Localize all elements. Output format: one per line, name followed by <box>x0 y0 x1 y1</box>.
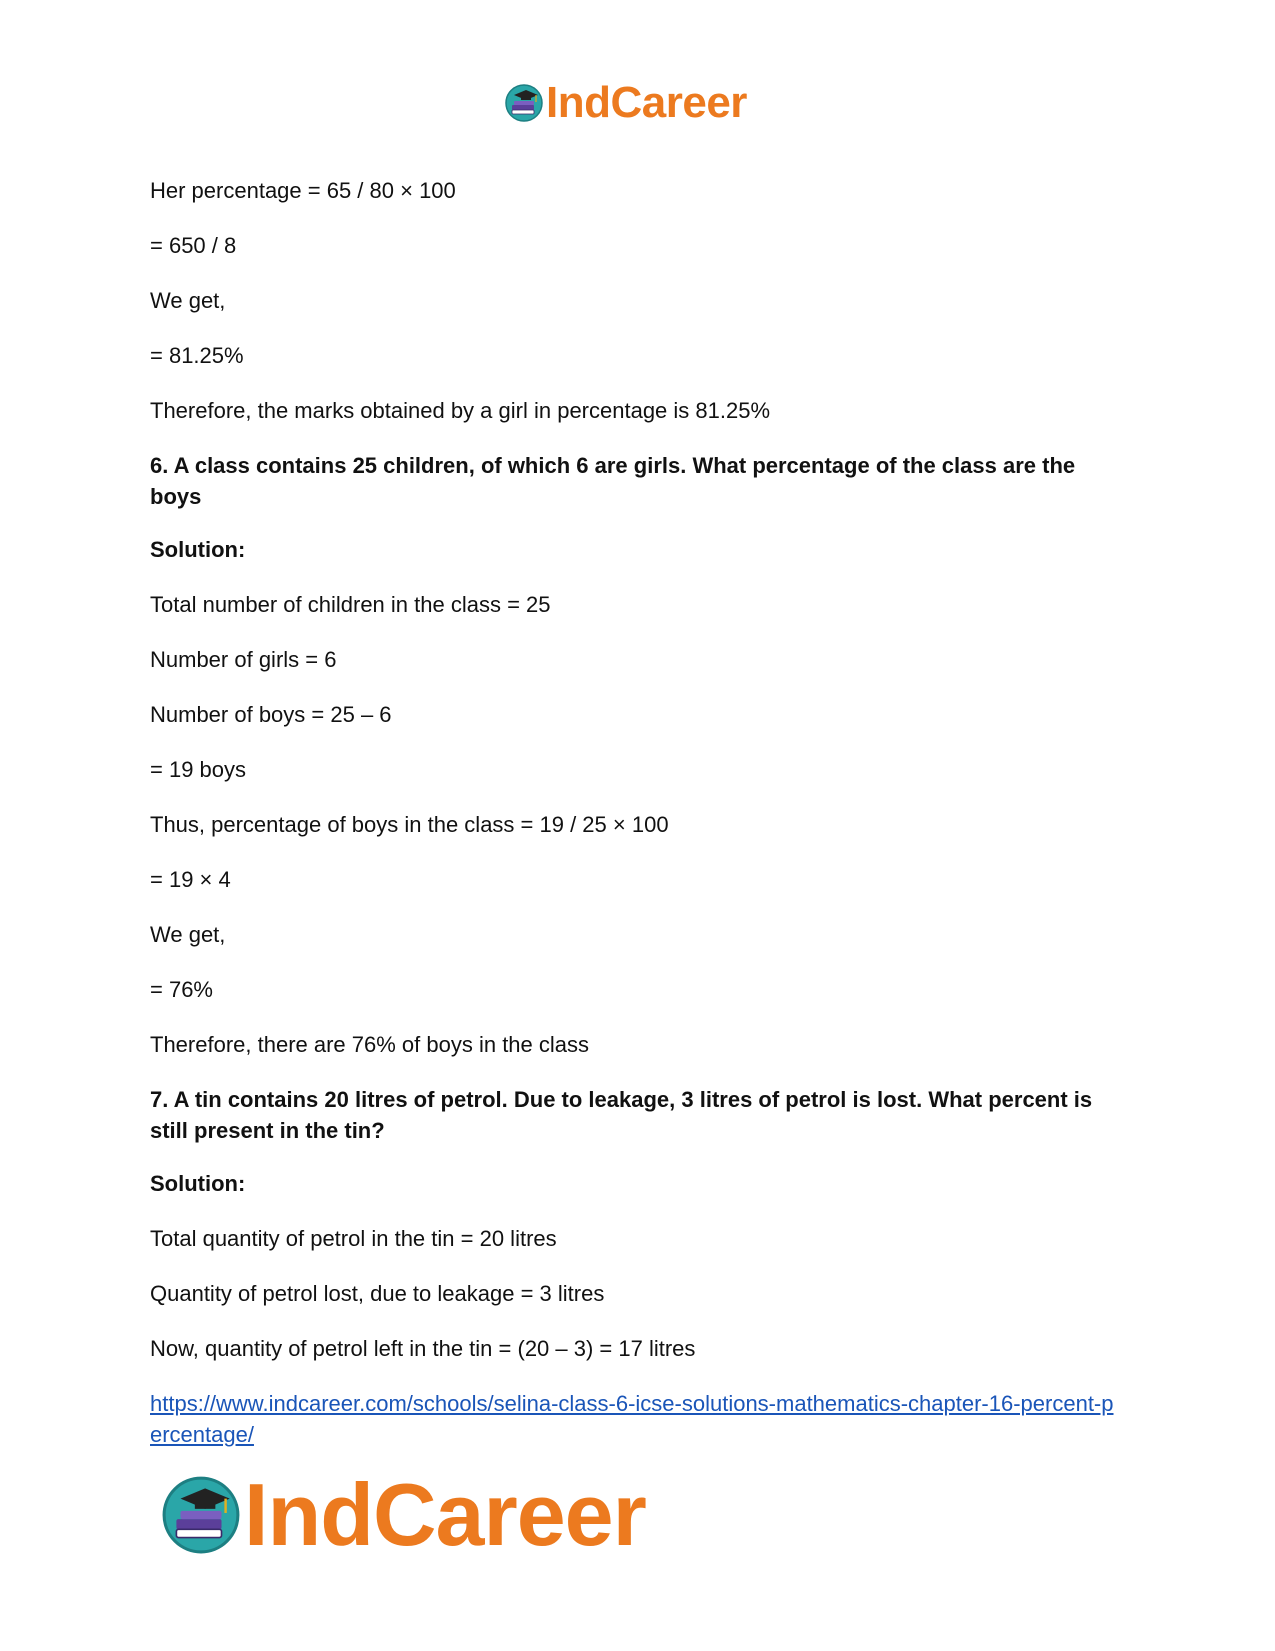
paragraph: We get, <box>150 922 226 947</box>
footer-logo <box>160 1465 700 1564</box>
paragraph: = 76% <box>150 977 213 1002</box>
paragraph: Her percentage = 65 / 80 × 100 <box>150 178 456 203</box>
paragraph: = 19 × 4 <box>150 867 231 892</box>
footer-logo-text: IndCareer <box>244 1465 646 1564</box>
paragraph: Now, quantity of petrol left in the tin = (20 – 3) = 17 litres <box>150 1336 696 1361</box>
paragraph: Number of boys = 25 – 6 <box>150 702 392 727</box>
paragraph: = 19 boys <box>150 757 247 782</box>
paragraph: Number of girls = 6 <box>150 647 337 672</box>
paragraph: Total quantity of petrol in the tin = 20 litres <box>150 1226 557 1251</box>
paragraph: Total number of children in the class = 25 <box>150 592 551 617</box>
solution-label: Solution: <box>150 1171 246 1196</box>
paragraph: Therefore, the marks obtained by a girl in percentage is 81.25% <box>150 398 771 423</box>
paragraph: Thus, percentage of boys in the class = 19 / 25 × 100 <box>150 812 669 837</box>
graduation-book-icon <box>504 83 544 123</box>
header-logo <box>504 78 774 128</box>
paragraph: Quantity of petrol lost, due to leakage = 3 litres <box>150 1281 605 1306</box>
paragraph: = 650 / 8 <box>150 233 237 258</box>
header-logo-text: IndCareer <box>546 78 747 127</box>
graduation-book-icon <box>160 1474 242 1556</box>
question-heading: 7. A tin contains 20 litres of petrol. Due to leakage, 3 litres of petrol is lost. What percent is still present in the tin? <box>150 1087 1093 1143</box>
source-link[interactable]: https://www.indcareer.com/schools/selina-class-6-icse-solutions-mathematics-chapter-16-percent-percentage/ <box>150 1391 1114 1447</box>
paragraph: = 81.25% <box>150 343 244 368</box>
paragraph: We get, <box>150 288 226 313</box>
document-body <box>150 175 1120 1450</box>
solution-label: Solution: <box>150 537 246 562</box>
question-heading: 6. A class contains 25 children, of which 6 are girls. What percentage of the class are the boys <box>150 453 1076 509</box>
paragraph: Therefore, there are 76% of boys in the class <box>150 1032 590 1057</box>
